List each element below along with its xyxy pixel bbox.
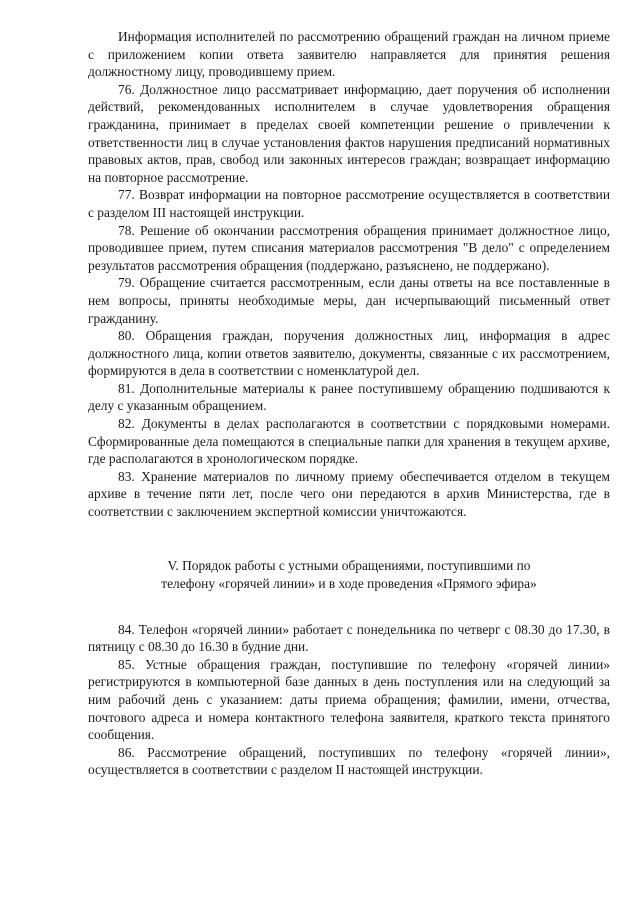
paragraph-86: 86. Рассмотрение обращений, поступивших по телефону «горячей линии», осуществляется в соответствии с разделом II настоящей инструкции. [88, 744, 610, 778]
spacer [88, 593, 610, 621]
paragraph-82: 82. Документы в делах располагаются в соответствии с порядковыми номерами. Сформированные дела помещаются в специальные папки для хранения в текущем архиве, где располагаются в хронологическом порядке. [88, 416, 610, 467]
paragraph-81: 81. Дополнительные материалы к ранее поступившему обращению подшиваются к делу с указанным обращением. [88, 380, 610, 414]
document-body [88, 28, 610, 779]
paragraph-76: 76. Должностное лицо рассматривает информацию, дает поручения об исполнении действий, рекомендованных исполнителем в случае удовлетворения обращения гражданина, принимает в пределах своей компетенции решение о привлечении к ответственности лиц в случае установления фактов нарушения предписаний нормативных правовых актов, прав, свобод или законных интересов граждан; возвращает информацию на повторное рассмотрение. [88, 81, 610, 185]
paragraph-80: 80. Обращения граждан, поручения должностных лиц, информация в адрес должностного лица, копии ответов заявителю, документы, связанные с их рассмотрением, формируются в дела в соответствии с номенклатурой дел. [88, 328, 610, 379]
paragraph-85: 85. Устные обращения граждан, поступившие по телефону «горячей линии» регистрируются в компьютерной базе данных в день поступления или на следующий за ним рабочий день с указанием: даты приема обращения; фамилии, имени, отчества, почтового адреса и номера контактного телефона заявителя, краткого текста принятого сообщения. [88, 656, 610, 743]
paragraph-77: 77. Возврат информации на повторное рассмотрение осуществляется в соответствии с разделом III настоящей инструкции. [88, 187, 610, 220]
section-heading [88, 557, 610, 593]
paragraph-83: 83. Хранение материалов по личному приему обеспечивается отделом в текущем архиве в течение пяти лет, после чего они передаются в архив Министерства, где в соответствии с заключением экспертной комиссии уничтожаются. [88, 468, 610, 520]
section-heading-line-1: V. Порядок работы с устными обращениями, поступившими по [167, 557, 531, 573]
paragraph-78: 78. Решение об окончании рассмотрения обращения принимает должностное лицо, проводившее прием, путем списания материалов рассмотрения "В дело" с определением результатов рассмотрения обращения (поддержано, разъяснено, не поддержано). [88, 222, 610, 273]
spacer [88, 521, 610, 557]
paragraph-intro: Информация исполнителей по рассмотрению обращений граждан на личном приеме с приложением копии ответа заявителю направляется для принятия решения должностному лицу, проводившему прием. [88, 29, 610, 80]
paragraph-84: 84. Телефон «горячей линии» работает с понедельника по четверг с 08.30 до 17.30, в пятницу с 08.30 до 16.30 в будние дни. [88, 621, 610, 655]
paragraph-79: 79. Обращение считается рассмотренным, если даны ответы на все поставленные в нем вопросы, приняты необходимые меры, дан исчерпывающий письменный ответ гражданину. [88, 275, 610, 326]
section-heading-line-2: телефону «горячей линии» и в ходе проведения «Прямого эфира» [161, 575, 537, 591]
